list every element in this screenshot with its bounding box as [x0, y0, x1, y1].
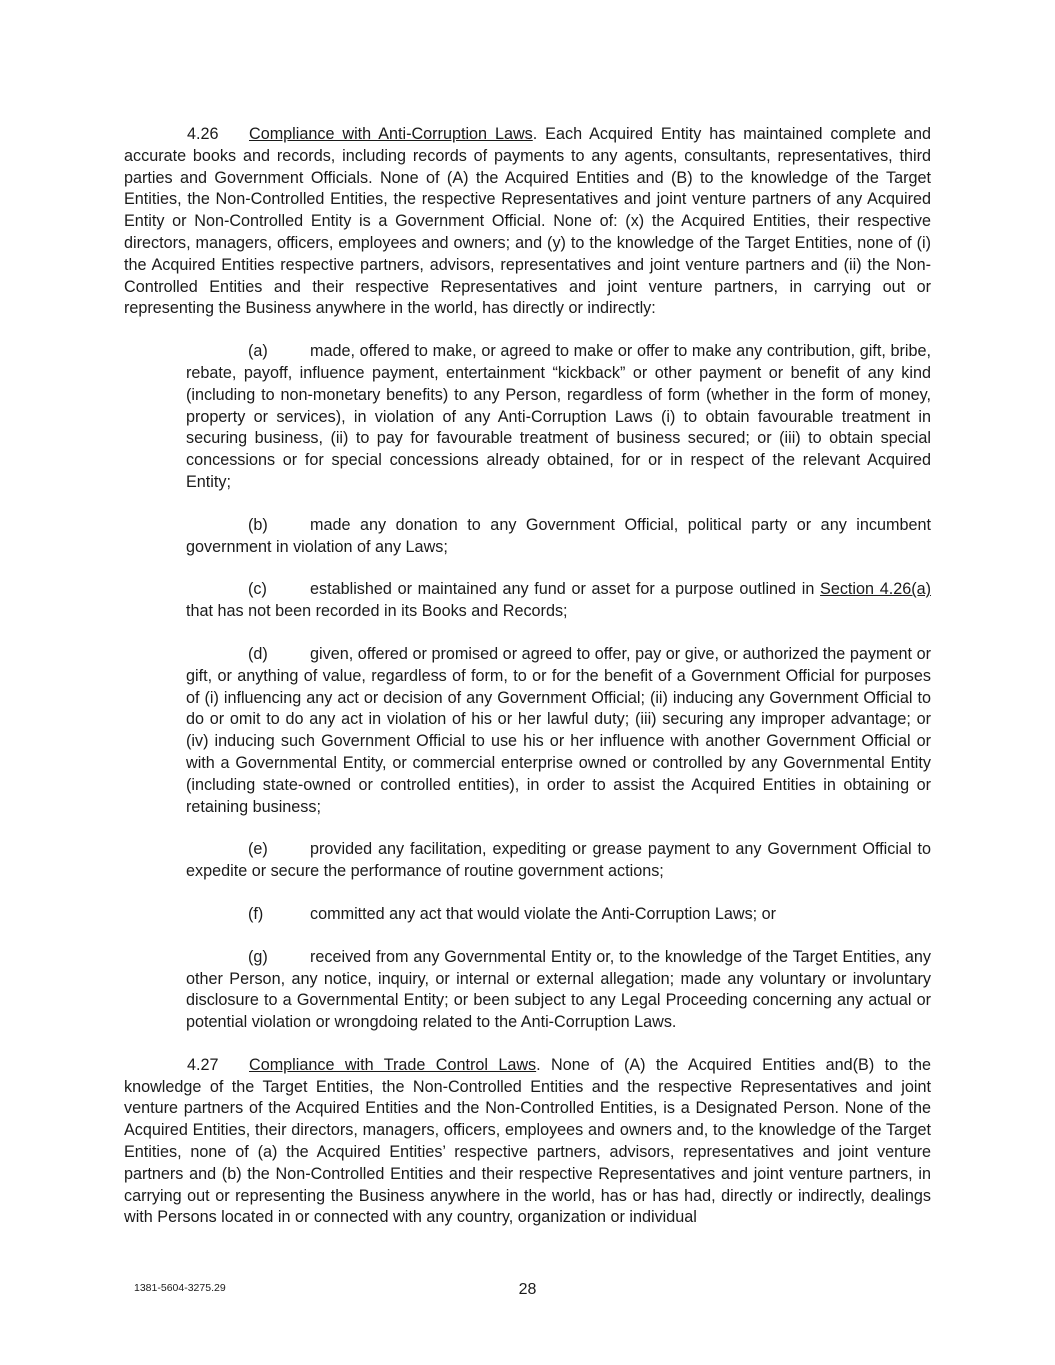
item-e — [186, 839, 931, 883]
item-label: (a) — [248, 342, 268, 361]
item-text: that has not been recorded in its Books and Records; — [186, 602, 568, 621]
item-a — [186, 341, 931, 494]
item-text: given, offered or promised or agreed to offer, pay or give, or authorized the payment or gift, or anything of value, regardless of form, to or for the benefit of a Government Official for purposes of (i) influencing any act or decision of any Government Official; (ii) inducing any Government Official to do or omit to do any act in violation of his or her lawful duty; (iii) securing any improper advantage; or (iv) inducing such Government Official to use his or her influence with another Government Official or with a Governmental Entity, or commercial enterprise owned or controlled by any Governmental Entity (including state-owned or controlled entities), in order to assist the Acquired Entities in obtaining or retaining business; — [186, 644, 931, 816]
item-label: (b) — [248, 515, 268, 534]
item-text: received from any Governmental Entity or, to the knowledge of the Target Entities, any other Person, any notice, inquiry, or internal or external allegation; made any voluntary or involuntary disclosure to a Governmental Entity; or been subject to any Legal Proceeding concerning any actual or potential violation or wrongdoing related to the Anti-Corruption Laws. — [186, 947, 931, 1032]
item-text: made any donation to any Government Official, political party or any incumbent government in violation of any Laws; — [186, 515, 931, 556]
item-label: (f) — [248, 904, 264, 923]
item-label: (g) — [248, 947, 268, 966]
section-number: 4.27 — [187, 1055, 219, 1074]
item-b — [186, 515, 931, 559]
section-number: 4.26 — [187, 125, 219, 143]
page-number: 28 — [518, 1281, 537, 1298]
item-text: established or maintained any fund or asset for a purpose outlined in — [310, 580, 821, 599]
document-id: 1381-5604-3275.29 — [134, 1282, 226, 1294]
item-c — [186, 579, 931, 623]
item-label: (d) — [248, 644, 268, 663]
item-label: (c) — [248, 580, 267, 599]
item-d — [186, 644, 931, 818]
section-body: . Each Acquired Entity has maintained complete and accurate books and records, including records of payments to any agents, consultants, representatives, third parties and Government Officials. None of (A) the Acquired Entities and (B) to the knowledge of the Target Entities, the Non-Controlled Entities, the respective Representatives and joint venture partners of any Acquired Entity or Non-Controlled Entity is a Government Official. None of: (x) the Acquired Entities, their respective directors, managers, officers, employees and owners; and (y) to the knowledge of the Target Entities, none of (i) the Acquired Entities respective partners, advisors, representatives and joint venture partners and (ii) the Non-Controlled Entities and their respective Representatives and joint venture partners, in carrying out or representing the Business anywhere in the world, has directly or indirectly: — [124, 125, 931, 318]
section-4-27 — [124, 1055, 931, 1229]
section-heading: Compliance with Anti-Corruption Laws — [249, 125, 533, 143]
item-text: committed any act that would violate the Anti-Corruption Laws; or — [310, 904, 777, 923]
section-reference: Section 4.26(a) — [820, 580, 931, 599]
item-text: provided any facilitation, expediting or grease payment to any Government Official to expedite or secure the performance of routine government actions; — [186, 840, 931, 881]
item-f — [186, 904, 931, 926]
item-g — [186, 947, 931, 1034]
section-body: . None of (A) the Acquired Entities and(B) to the knowledge of the Target Entities, the Non-Controlled Entities and the respective Representatives and joint venture partners of the Acquired Entities and the Non-Controlled Entities, is a Designated Person. None of the Acquired Entities, their directors, managers, officers, employees and owners and, to the knowledge of the Target Entities, none of (a) the Acquired Entities’ respective partners, advisors, representatives and joint venture partners and (b) the Non-Controlled Entities and their respective Representatives and joint venture partners, in carrying out or representing the Business anywhere in the world, has or has had, directly or indirectly, dealings with Persons located in or connected with any country, organization or individual — [124, 1055, 931, 1227]
section-4-26 — [124, 124, 931, 320]
section-heading: Compliance with Trade Control Laws — [249, 1055, 537, 1074]
document-page — [124, 124, 931, 1229]
item-label: (e) — [248, 840, 268, 859]
item-text: made, offered to make, or agreed to make or offer to make any contribution, gift, bribe, rebate, payoff, influence payment, entertainment “kickback” or other payment or benefit of any kind (including to non-monetary benefits) to any Person, regardless of form (whether in the form of money, property or services), in violation of any Anti-Corruption Laws (i) to obtain favourable treatment in securing business, (ii) to pay for favourable treatment of business secured; or (iii) to obtain special concessions or for special concessions already obtained, for or in respect of the relevant Acquired Entity; — [186, 342, 931, 491]
